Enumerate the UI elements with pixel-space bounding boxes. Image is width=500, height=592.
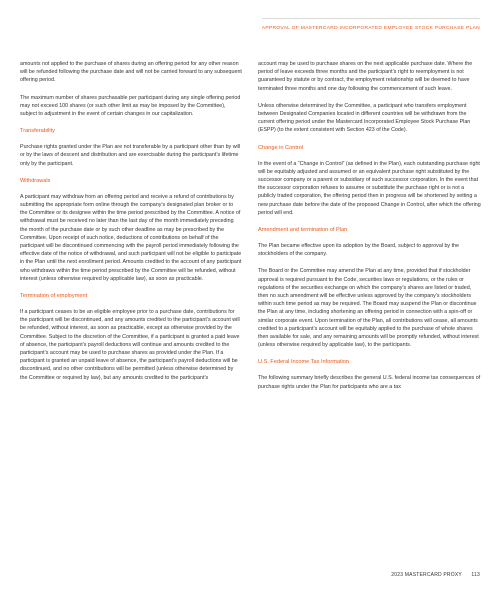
paragraph-leave-of-absence: account may be used to purchase shares on the next applicable purchase date. Where the period of leave exceeds three months and the participant’s right to reemployment is not guaranteed by statute or by contract, the employment relationship will be deemed to have terminated three months and one day following the commencement of such leave. bbox=[258, 61, 473, 92]
header-divider bbox=[262, 18, 480, 19]
paragraph-max-shares: The maximum number of shares purchasable per participant during any single offering period may not exceed 100 shares (or such other limit as may be imposed by the Committee), subject to adjustment in the event of certain changes in our capitalization. bbox=[20, 94, 241, 118]
footer-label: 2023 MASTERCARD PROXY bbox=[391, 572, 462, 578]
heading-amendment-termination: Amendment and termination of Plan bbox=[258, 227, 348, 234]
running-header: APPROVAL OF MASTERCARD INCORPORATED EMPLOYEE STOCK PURCHASE PLAN bbox=[261, 26, 480, 31]
paragraph-plan-amendment: The Board or the Committee may amend the Plan at any time, provided that if stockholder approval is required pursuant to the Code, securities laws or regulations, or the rules or regulations of the securities exchange on which the company’s shares are listed or traded, then no such amendment will be effective unless approved by the company’s stockholders within such time period as may be required. The Board may suspend the Plan or discontinue the Plan at any time, including shortening an offering period in connection with a spin-off or similar corporate event. Upon termination of the Plan, all contributions will cease, all amounts credited to a participant’s account will be equitably applied to the purchase of whole shares then available for sale, and any remaining amounts will be promptly refunded, without interest (unless otherwise required by applicable law), to the participants. bbox=[258, 268, 479, 349]
heading-transferability: Transferability bbox=[20, 128, 55, 135]
paragraph-plan-effective: The Plan became effective upon its adoption by the Board, subject to approval by the stockholders of the company. bbox=[258, 243, 460, 258]
paragraph-transferability: Purchase rights granted under the Plan are not transferable by a participant other than by will or by the laws of descent and distribution and are exercisable during the participant’s lifetime only by the participant. bbox=[20, 144, 241, 167]
paragraph-change-in-control: In the event of a “Change in Control” (as defined in the Plan), each outstanding purchase right will be equitably adjusted and assumed or an equivalent purchase right substituted by the successor company or a parent or subsidiary of such successor corporation. In the event that the successor corporation refuses to assume or substitute the purchase right or is not a publicly traded corporation, the offering period then in progress will be shortened by setting a new purchase date before the date of the proposed Change in Control, after which the offering period will end. bbox=[258, 160, 481, 216]
paragraph-termination-of-employment: If a participant ceases to be an eligible employee prior to a purchase date, contributions for the participant will be discontinued, and any amounts credited to the participant’s account will be refunded, without interest, as soon as practicable, except as otherwise provided by the Committee. Subject to the discretion of the Committee, if a participant is granted a paid leave of absence, the participant’s payroll deductions will continue and amounts credited to the participant’s account may be used to purchase shares as provided under the Plan. If a participant is granted an unpaid leave of absence, the participant’s payroll deductions will be discontinued, and no other contributions will be permitted (unless otherwise determined by the Committee or required by law), but any amounts credited to the participant’s bbox=[20, 309, 240, 381]
heading-termination-of-employment: Termination of employment bbox=[20, 293, 88, 300]
paragraph-refund-amounts: amounts not applied to the purchase of shares during an offering period for any other reason will be refunded following the purchase date and will not be carried forward to any subsequent offering period. bbox=[20, 61, 242, 84]
page-footer bbox=[391, 572, 480, 578]
heading-withdrawals: Withdrawals bbox=[20, 177, 51, 184]
paragraph-federal-income-tax: The following summary briefly describes the general U.S. federal income tax consequences of purchase rights under the Plan for participants who are a tax bbox=[258, 375, 481, 390]
paragraph-transfer-employment: Unless otherwise determined by the Committee, a participant who transfers employment between Designated Companies located in different countries will be withdrawn from the current offering period under the Mastercard Incorporated Employee Stock Purchase Plan (ESPP) (to the extent consistent with Section 423 of the Code). bbox=[258, 102, 471, 134]
left-column bbox=[20, 60, 242, 382]
right-column bbox=[258, 60, 482, 391]
heading-change-in-control: Change in Control bbox=[258, 144, 304, 151]
page-number: 113 bbox=[471, 572, 480, 578]
paragraph-withdrawals: A participant may withdraw from an offering period and receive a refund of contributions by submitting the appropriate form online through the company’s designated plan broker or to the Committee or its designee within the time period prescribed by the Committee. A notice of withdrawal must be received no later than the last day of the month immediately preceding the month of the purchase date or by such other deadline as may be prescribed by the Committee. Upon receipt of such notice, deductions of contributions on behalf of the participant will be discontinued commencing with the payroll period immediately following the effective date of the notice of withdrawal, and such participant will not be eligible to participate in the Plan until the next enrollment period. Amounts credited to the account of any participant who withdraws within the time period prescribed by the Committee will be refunded, without interest (unless otherwise required by applicable law), as soon as practicable. bbox=[20, 193, 242, 282]
heading-federal-income-tax: U.S. Federal Income Tax Information bbox=[258, 359, 349, 366]
